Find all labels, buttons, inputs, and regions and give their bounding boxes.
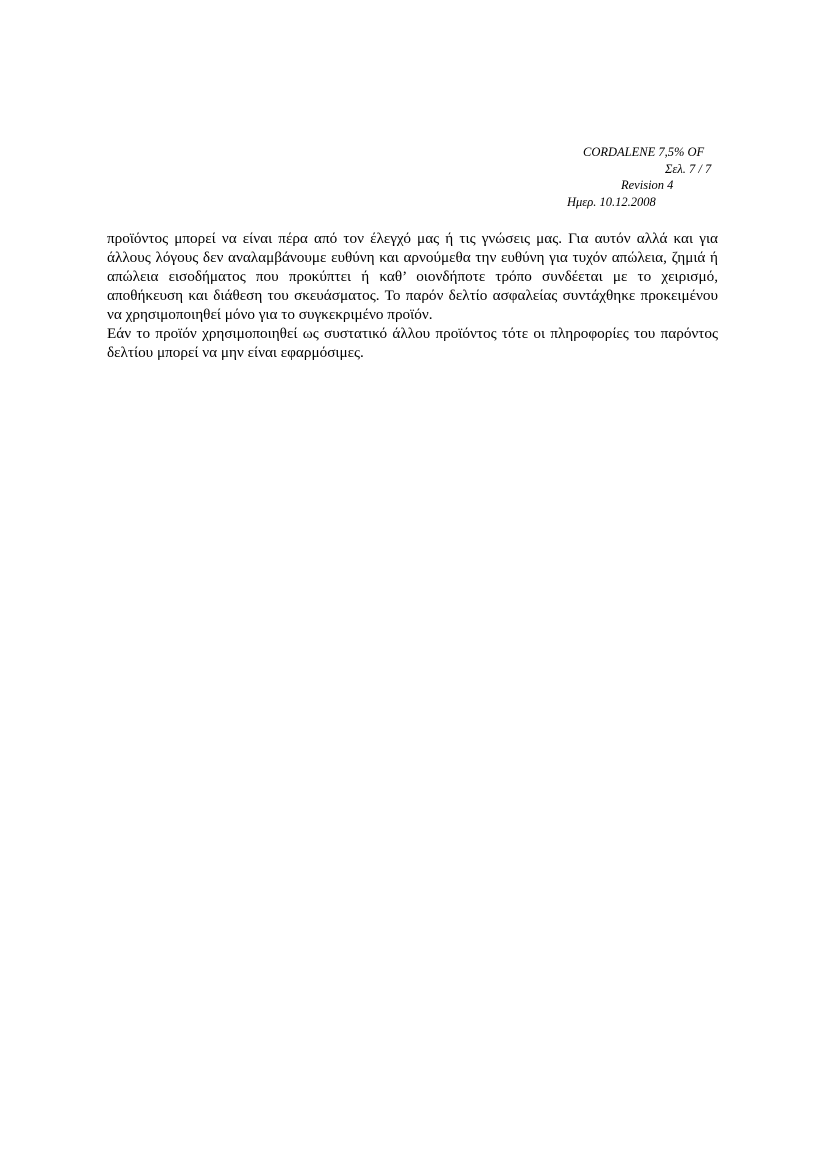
body-paragraph: προϊόντος μπορεί να είναι πέρα από τον έλεγχό μας ή τις γνώσεις μας. Για αυτόν αλλά και για άλλους λόγους δεν αναλαμβάνουμε ευθύνη και αρνούμεθα την ευθύνη για τυχόν απώλεια, ζημιά ή απώλεια εισοδήματος που προκύπτει ή καθ’ οιονδήποτε τρόπο συνδέεται με το χειρισμό, αποθήκευση και διάθεση του σκευάσματος. Το παρόν δελτίο ασφαλείας συντάχθηκε προκειμένου να χρησιμοποιηθεί μόνο για το συγκεκριμένο προϊόν. (107, 230, 718, 323)
page-header (560, 144, 760, 210)
body-paragraph: Εάν το προϊόν χρησιμοποιηθεί ως συστατικό άλλου προϊόντος τότε οι πληροφορίες του παρόντος δελτίου μπορεί να μην είναι εφαρμόσιμες. (107, 325, 718, 361)
document-date: Ημερ. 10.12.2008 (567, 194, 656, 209)
product-name: CORDALENE 7,5% OF (583, 145, 705, 159)
revision-number: Revision 4 (621, 178, 674, 192)
page-number: Σελ. 7 / 7 (665, 161, 712, 176)
document-body (107, 229, 718, 362)
